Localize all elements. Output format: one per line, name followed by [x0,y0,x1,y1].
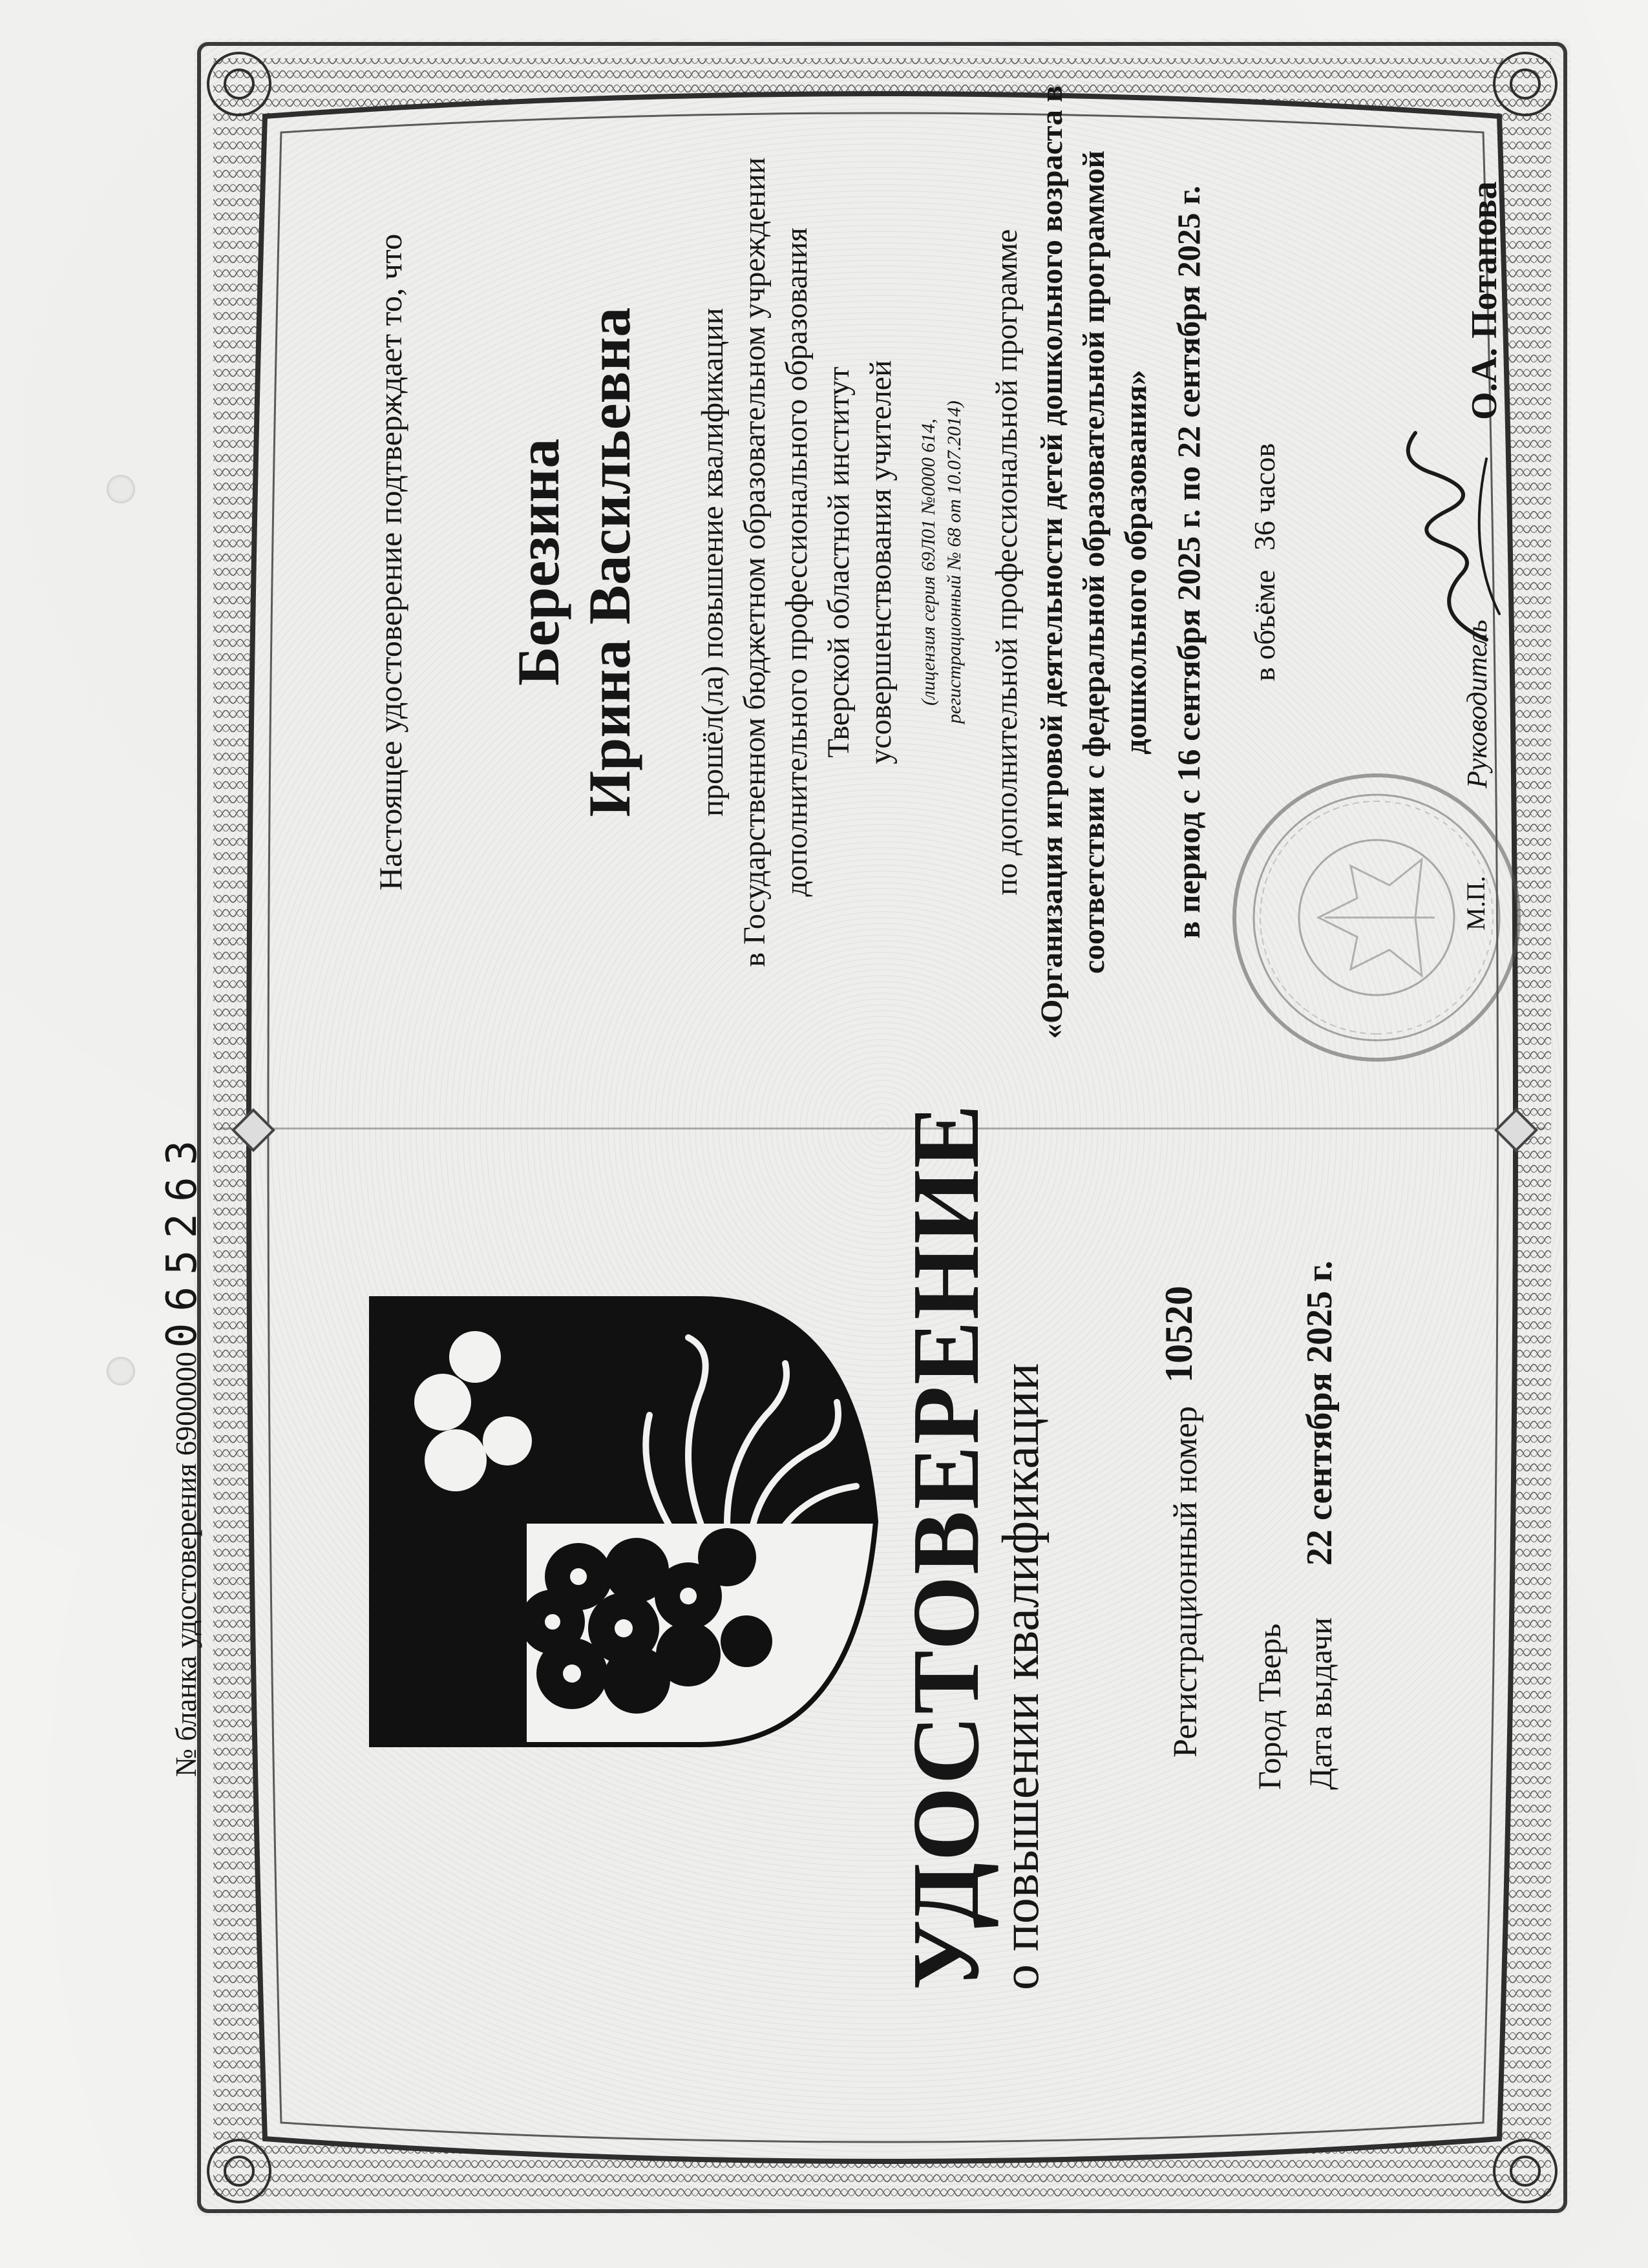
training-line: Тверской областной институт [821,366,856,758]
blank-number-label: № бланка удостоверения 6900000 [169,1352,202,1777]
person-surname: Березина [505,438,571,686]
document-title: УДОСТОВЕРЕНИЕ [893,1103,999,1990]
blank-number [158,1129,206,1777]
registration-number: 10520 [1157,1286,1200,1383]
license-line: регистрационный № 68 от 10.07.2014) [944,400,965,724]
program-title-line: «Организация игровой деятельности детей дошкольного возраста в [1035,85,1069,1039]
head-name: О.А. Потапова [1464,181,1505,420]
program-intro: по дополнительной профессиональной программе [989,229,1024,896]
document-subtitle: о повышении квалификации [993,1363,1050,1990]
certificate-body [0,71,1377,1053]
intro-text: Настоящее удостоверение подтверждает то, что [372,233,408,891]
training-line: дополнительного профессионального образования [779,227,814,897]
volume-label: в объёме [1248,570,1281,682]
stamp-label: М.П. [1461,876,1490,930]
training-line: усовершенствования учителей [863,360,898,764]
registration-label: Регистрационный номер [1167,1406,1204,1758]
tree-emblem-icon [365,1292,882,1751]
issue-date: 22 сентября 2025 г. [1300,1260,1340,1566]
training-line: прошёл(ла) повышение квалификации [695,308,730,817]
program-title-line: дошкольного образования» [1119,370,1153,755]
person-given-names: Ирина Васильевна [576,307,642,817]
program-title-line: соответствии с федеральной образовательной программой [1077,150,1111,974]
signature-icon [1389,420,1519,653]
issue-date-label: Дата выдачи [1302,1617,1338,1790]
training-period: в период с 16 сентября 2025 г. по 22 сентября 2025 г. [1170,185,1207,939]
volume-value: 36 часов [1248,443,1281,551]
license-line: (лицензия серия 69Л01 №0000 614, [918,419,939,706]
training-line: в Государственном бюджетном образовательном учреждении [737,157,772,967]
blank-serial: 065263 [158,1128,206,1349]
city-line: Город Тверь [1251,1623,1287,1790]
issue-date-row [1299,1261,1340,1790]
head-label: Руководитель [1461,620,1493,788]
